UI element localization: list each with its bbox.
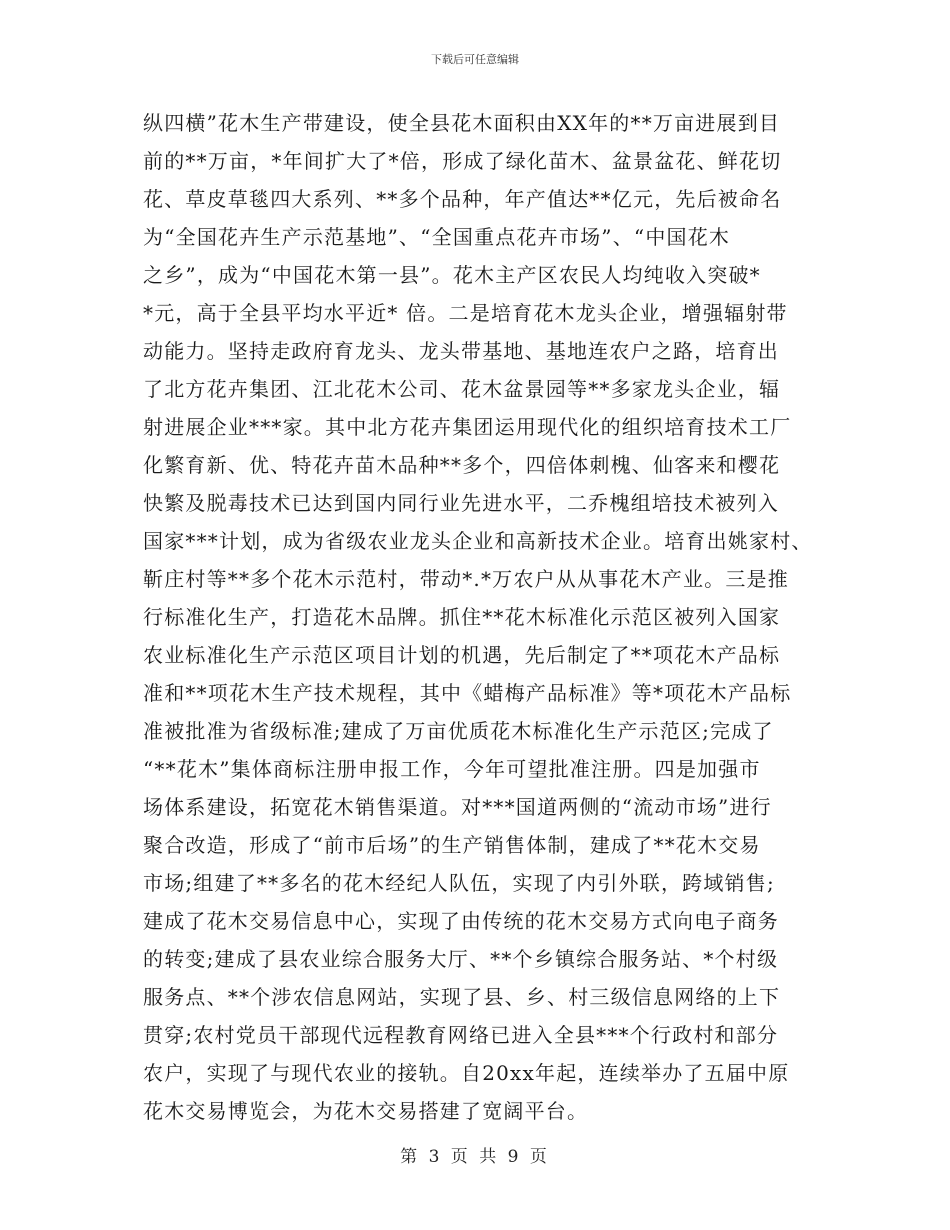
text-line: 快繁及脱毒技术已达到国内同行业先进水平，二乔槐组培技术被列入	[143, 491, 779, 515]
text-line: 的转变;建成了县农业综合服务大厅、**个乡镇综合服务站、*个村级	[143, 947, 779, 971]
text-line: 准被批准为省级标准;建成了万亩优质花木标准化生产示范区;完成了	[143, 719, 774, 743]
text-line: 为“全国花卉生产示范基地”、“全国重点花卉市场”、“中国花木	[143, 225, 731, 249]
text-line: 花木交易博览会，为花木交易搭建了宽阔平台。	[143, 1099, 589, 1123]
text-line: 动能力。坚持走政府育龙头、龙头带基地、基地连农户之路，培育出	[143, 339, 779, 363]
text-line: 射进展企业***家。其中北方花卉集团运用现代化的组织培育技术工厂	[143, 415, 792, 439]
text-line: 场体系建设，拓宽花木销售渠道。对***国道两侧的“流动市场”进行	[143, 795, 772, 819]
text-line: 服务点、**个涉农信息网站，实现了县、乡、村三级信息网络的上下	[143, 985, 781, 1009]
text-line: 聚合改造，形成了“前市后场”的生产销售体制，建成了**花木交易	[143, 833, 761, 857]
page-number: 第 3 页 共 9 页	[400, 1147, 550, 1167]
text-line: *元，高于全县平均水平近* 倍。二是培育花木龙头企业，增强辐射带	[143, 301, 788, 325]
text-line: 农户，实现了与现代农业的接轨。自20xx年起，连续举办了五届中原	[143, 1061, 790, 1085]
text-line: 花、草皮草毯四大系列、**多个品种，年产值达**亿元，先后被命名	[143, 187, 782, 211]
text-line: 了北方花卉集团、江北花木公司、花木盆景园等**多家龙头企业，辐	[143, 377, 781, 401]
text-line: 贯穿;农村党员干部现代远程教育网络已进入全县***个行政村和部分	[143, 1023, 779, 1047]
page-header: 下载后可任意编辑	[431, 53, 519, 66]
text-line: 准和**项花木生产技术规程，其中《蜡梅产品标准》等*项花木产品标	[143, 681, 792, 705]
text-line: 靳庄村等**多个花木示范村，带动*.*万农户从从事花木产业。三是推	[143, 567, 789, 591]
text-line: 化繁育新、优、特花卉苗木品种**多个，四倍体刺槐、仙客来和樱花	[143, 453, 781, 477]
text-line: 国家***计划，成为省级农业龙头企业和高新技术企业。培育出姚家村、	[143, 529, 813, 553]
text-line: 行标准化生产，打造花木品牌。抓住**花木标准化示范区被列入国家	[143, 605, 781, 629]
text-line: 农业标准化生产示范区项目计划的机遇，先后制定了**项花木产品标	[143, 643, 781, 667]
text-line: “**花木”集体商标注册申报工作，今年可望批准注册。四是加强市	[143, 757, 761, 781]
text-line: 建成了花木交易信息中心，实现了由传统的花木交易方式向电子商务	[143, 909, 779, 933]
document-body	[143, 104, 823, 1130]
text-line: 前的**万亩，*年间扩大了*倍，形成了绿化苗木、盆景盆花、鲜花切	[143, 149, 782, 173]
text-line: 市场;组建了**多名的花木经纪人队伍，实现了内引外联，跨域销售;	[143, 871, 775, 895]
text-line: 之乡”，成为“中国花木第一县”。花木主产区农民人均纯收入突破*	[143, 263, 761, 287]
text-line: 纵四横”花木生产带建设，使全县花木面积由XX年的**万亩进展到目	[143, 111, 781, 135]
